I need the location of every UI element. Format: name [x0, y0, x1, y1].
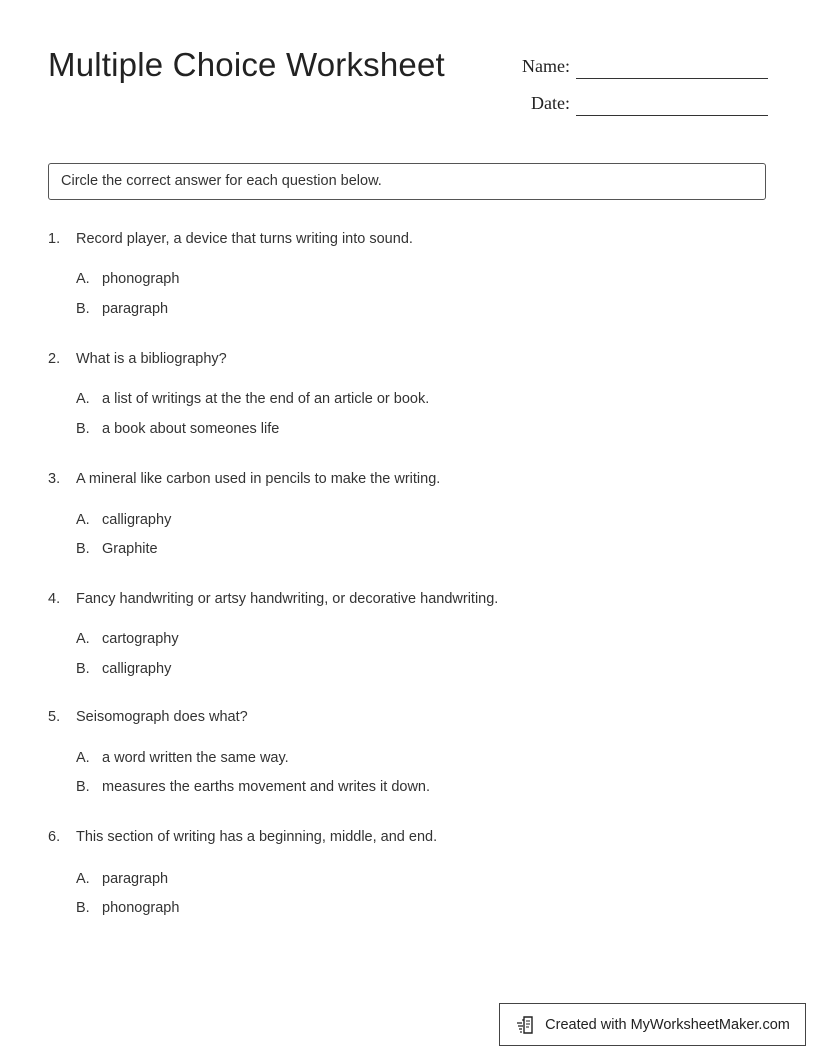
option-text: phonograph — [102, 271, 180, 287]
option-letter: B. — [76, 661, 90, 677]
option-text: calligraphy — [102, 512, 172, 528]
option-letter: B. — [76, 301, 90, 317]
question-number: 6. — [48, 829, 61, 845]
footer-text: Created with MyWorksheetMaker.com — [545, 1016, 790, 1033]
option-letter: A. — [76, 512, 90, 528]
option-letter: B. — [76, 779, 90, 795]
question-number: 1. — [48, 231, 61, 247]
footer-credit[interactable] — [499, 1003, 806, 1046]
question-text: What is a bibliography? — [76, 351, 227, 367]
date-label: Date: — [531, 93, 570, 113]
option-text: phonograph — [102, 900, 180, 916]
option-text: measures the earths movement and writes it down. — [102, 779, 431, 795]
worksheet-maker-logo-icon — [515, 1014, 537, 1036]
option-letter: A. — [76, 271, 90, 287]
question-text: A mineral like carbon used in pencils to make the writing. — [76, 471, 441, 487]
option-text: a book about someones life — [102, 421, 280, 437]
name-label: Name: — [522, 56, 570, 76]
name-line — [576, 78, 768, 79]
option-text: paragraph — [102, 871, 169, 887]
option-text: a list of writings at the the end of an article or book. — [102, 391, 430, 407]
option-letter: A. — [76, 871, 90, 887]
question-number: 2. — [48, 351, 61, 367]
page-title: Multiple Choice Worksheet — [48, 46, 445, 83]
option-text: calligraphy — [102, 661, 172, 677]
question-text: This section of writing has a beginning, middle, and end. — [76, 829, 438, 845]
option-letter: B. — [76, 421, 90, 437]
question-number: 4. — [48, 591, 61, 607]
date-line — [576, 115, 768, 116]
question-number: 3. — [48, 471, 61, 487]
option-letter: B. — [76, 541, 90, 557]
date-row — [500, 89, 768, 119]
question-text: Seisomograph does what? — [76, 709, 248, 725]
name-row — [500, 52, 768, 82]
option-letter: B. — [76, 900, 90, 916]
option-letter: A. — [76, 391, 90, 407]
option-text: cartography — [102, 631, 179, 647]
option-letter: A. — [76, 631, 90, 647]
option-text: a word written the same way. — [102, 750, 289, 766]
option-text: Graphite — [102, 541, 158, 557]
question-number: 5. — [48, 709, 61, 725]
instructions-box: Circle the correct answer for each question below. — [48, 163, 766, 200]
option-text: paragraph — [102, 301, 169, 317]
option-letter: A. — [76, 750, 90, 766]
question-text: Fancy handwriting or artsy handwriting, or decorative handwriting. — [76, 591, 499, 607]
question-text: Record player, a device that turns writing into sound. — [76, 231, 413, 247]
